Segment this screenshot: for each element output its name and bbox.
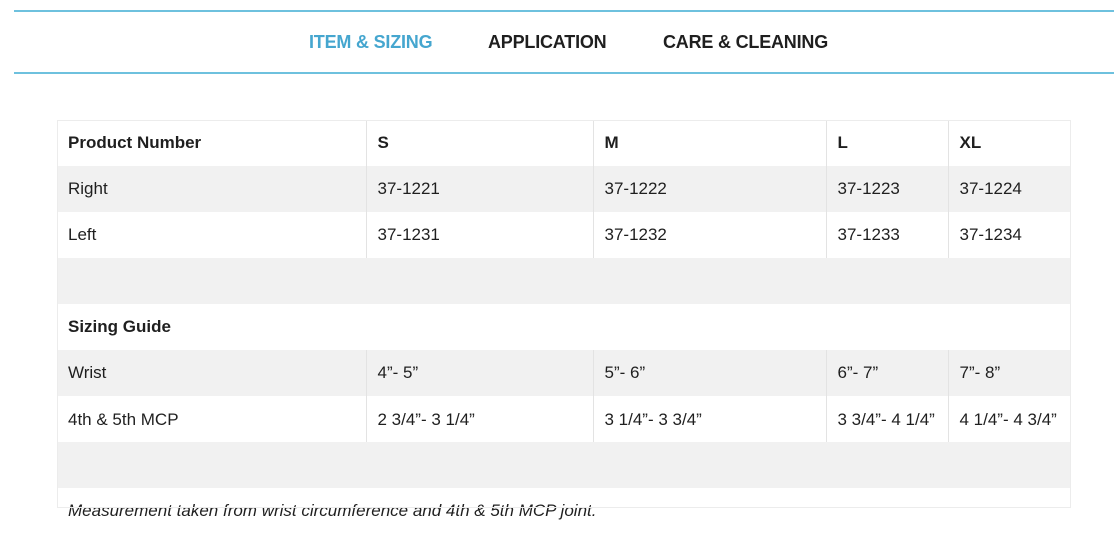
table-cell: 3 1/4”- 3 3/4” (593, 396, 826, 442)
row-label: Wrist (57, 350, 366, 396)
tab-care-cleaning[interactable]: CARE & CLEANING (663, 32, 829, 52)
table-cell: 5”- 6” (593, 350, 826, 396)
table-cell: 2 3/4”- 3 1/4” (366, 396, 593, 442)
table-cell: 37-1224 (948, 166, 1071, 212)
header-size-l: L (826, 120, 948, 166)
table-row (57, 396, 1071, 442)
table-cell: 37-1232 (593, 212, 826, 258)
table-cell: 37-1222 (593, 166, 826, 212)
table-cell: 4 1/4”- 4 3/4” (948, 396, 1071, 442)
header-product-number: Product Number (57, 120, 366, 166)
header-size-m: M (593, 120, 826, 166)
product-tab-bar (14, 10, 1114, 74)
table-row (57, 166, 1071, 212)
table-row (57, 350, 1071, 396)
sizing-table (57, 120, 1071, 534)
table-note-row (57, 488, 1071, 534)
sizing-guide-title: Sizing Guide (57, 304, 1071, 350)
table-cell: 7”- 8” (948, 350, 1071, 396)
table-spacer-row (57, 258, 1071, 304)
header-size-s: S (366, 120, 593, 166)
row-label: 4th & 5th MCP (57, 396, 366, 442)
table-cell: 6”- 7” (826, 350, 948, 396)
spacer-cell (57, 442, 1071, 488)
tab-item-sizing[interactable]: ITEM & SIZING (309, 32, 433, 52)
row-label: Left (57, 212, 366, 258)
spacer-cell (57, 258, 1071, 304)
table-spacer-row (57, 442, 1071, 488)
table-cell: 37-1231 (366, 212, 593, 258)
table-header-row (57, 120, 1071, 166)
table-cell: 37-1223 (826, 166, 948, 212)
sizing-guide-header-row (57, 304, 1071, 350)
table-row (57, 212, 1071, 258)
header-size-xl: XL (948, 120, 1071, 166)
table-cell: 37-1221 (366, 166, 593, 212)
table-cell: 37-1234 (948, 212, 1071, 258)
tab-application[interactable]: APPLICATION (488, 32, 607, 52)
table-cell: 37-1233 (826, 212, 948, 258)
measurement-note: Measurement taken from wrist circumference and 4th & 5th MCP joint. (57, 488, 1071, 534)
table-cell: 3 3/4”- 4 1/4” (826, 396, 948, 442)
row-label: Right (57, 166, 366, 212)
table-cell: 4”- 5” (366, 350, 593, 396)
